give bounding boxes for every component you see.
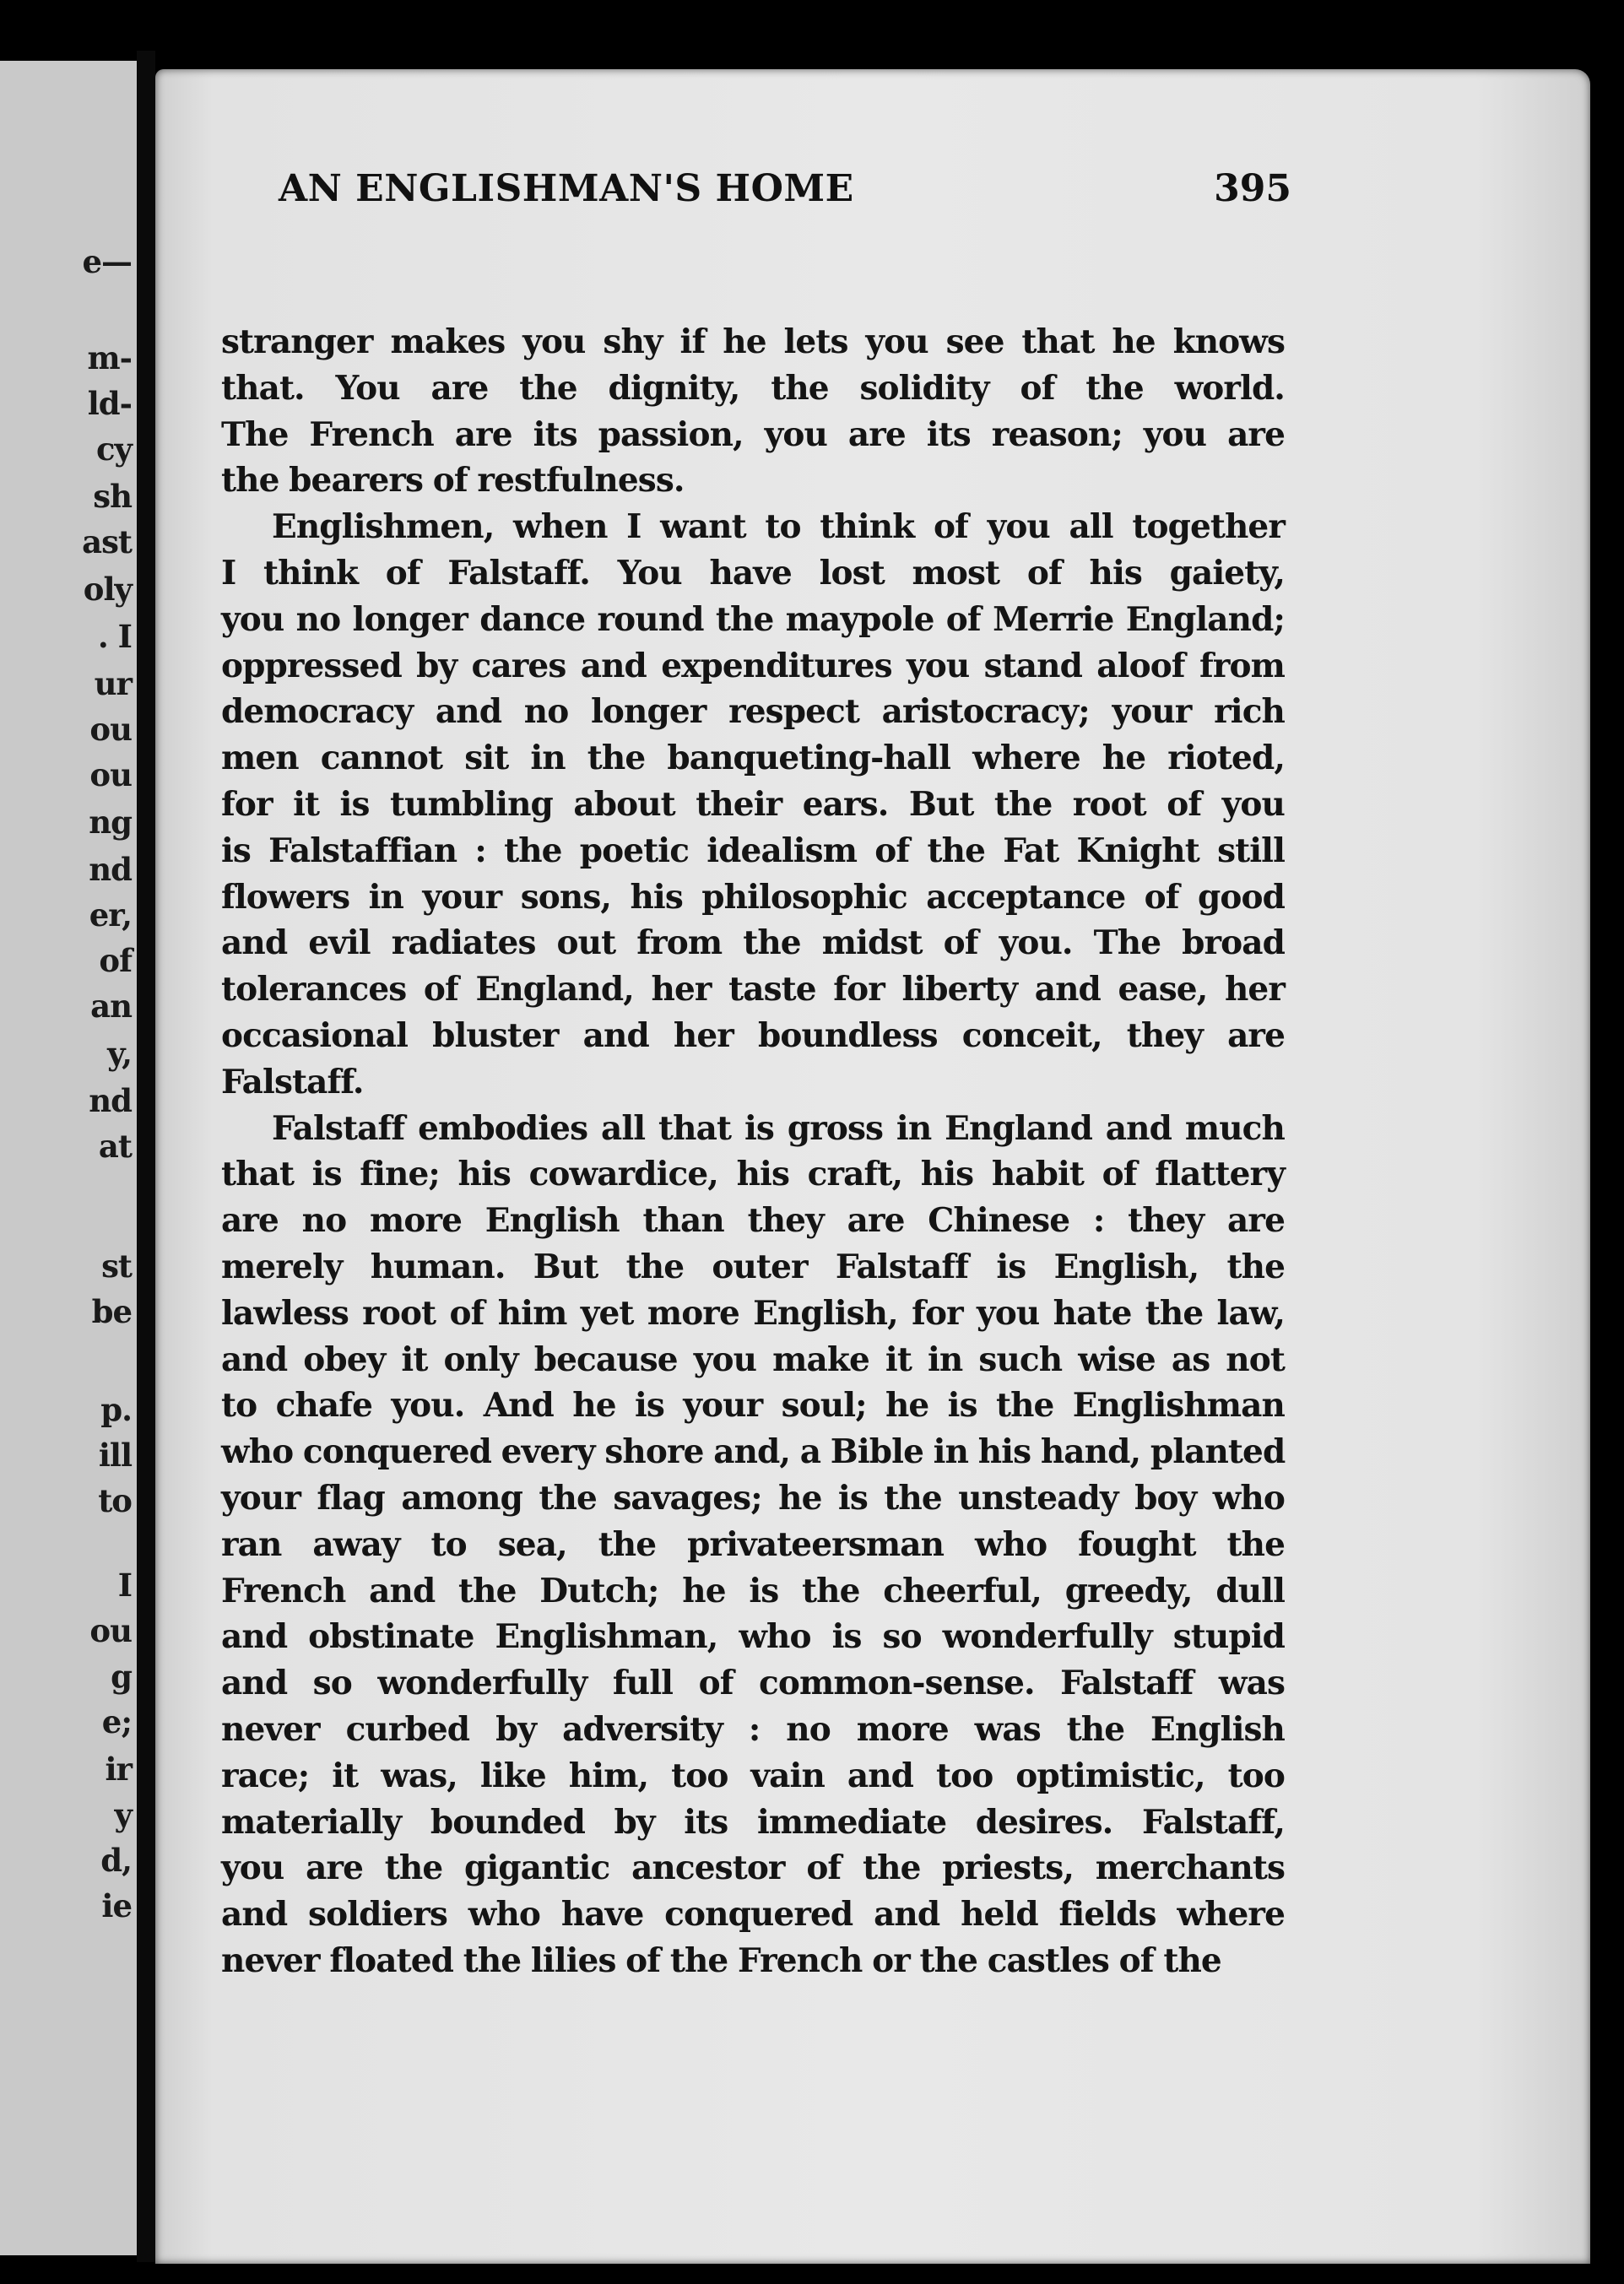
facing-page-fragment: d, (100, 1842, 132, 1879)
text-line: tolerances of England, her taste for liberty and ease, her (221, 970, 1285, 1009)
text-line: I think of Falstaff. You have lost most of his gaiety, (221, 553, 1285, 593)
facing-page-fragment: ir (105, 1751, 132, 1788)
facing-page-fragment: cy (95, 430, 132, 468)
text-line: stranger makes you shy if he lets you see that he knows (221, 322, 1285, 361)
text-line: lawless root of him yet more English, for you hate the law, (221, 1293, 1285, 1333)
text-line: and evil radiates out from the midst of you. The broad (221, 923, 1285, 963)
text-line: Falstaff. (221, 1062, 364, 1101)
text-line: and obey it only because you make it in such wise as not (221, 1340, 1285, 1379)
facing-page-fragment: of (99, 942, 132, 979)
paragraph (221, 319, 1285, 504)
page-number: 395 (1214, 167, 1291, 210)
text-line: who conquered every shore and, a Bible in his hand, planted (221, 1432, 1286, 1472)
facing-page-fragment: ou (89, 1612, 132, 1649)
facing-page-fragment: m- (87, 339, 132, 376)
text-line: flowers in your sons, his philosophic acceptance of good (221, 877, 1285, 917)
facing-page-fragment: I (117, 1567, 132, 1604)
text-line: your flag among the savages; he is the unsteady boy who (221, 1478, 1285, 1518)
text-line: is Falstaffian : the poetic idealism of the Fat Knight still (221, 831, 1285, 870)
text-line: ran away to sea, the privateersman who fought the (221, 1524, 1285, 1564)
paragraph (221, 504, 1285, 1105)
facing-page-fragment: be (91, 1293, 132, 1330)
facing-page-fragment: e; (101, 1703, 132, 1740)
text-line: and obstinate Englishman, who is so wonderfully stupid (221, 1617, 1285, 1657)
text-line: men cannot sit in the banqueting-hall where he rioted, (221, 739, 1285, 778)
facing-page-fragment: ou (89, 756, 132, 793)
text-line: and soldiers who have conquered and held fields where (221, 1895, 1285, 1935)
text-line: never curbed by adversity : no more was the English (221, 1709, 1285, 1749)
facing-page-fragment: nd (89, 851, 132, 888)
text-line: the bearers of restfulness. (221, 461, 685, 501)
facing-page-fragment: ur (94, 665, 132, 702)
facing-page-fragment: . I (97, 618, 132, 655)
text-line: materially bounded by its immediate desires. Falstaff, (221, 1802, 1285, 1842)
text-line: that. You are the dignity, the solidity of the world. (221, 368, 1285, 408)
facing-page-fragment: y, (107, 1035, 132, 1072)
facing-page-fragment: ie (101, 1887, 132, 1924)
facing-page-fragment: ill (98, 1437, 132, 1474)
facing-page-fragment: st (101, 1248, 132, 1285)
text-line: that is fine; his cowardice, his craft, his habit of flattery (221, 1155, 1285, 1194)
text-line: Englishmen, when I want to think of you all together (272, 507, 1285, 547)
facing-page-fragment: ast (82, 523, 132, 560)
facing-page-fragment: er, (89, 896, 132, 934)
facing-page-fragment: p. (100, 1391, 132, 1428)
facing-page-fragment: e— (82, 243, 132, 280)
text-line: Falstaff embodies all that is gross in England and much (272, 1108, 1285, 1148)
text-line: are no more English than they are Chinese : they are (221, 1201, 1285, 1241)
paragraph (221, 1106, 1285, 1984)
body-text (221, 319, 1285, 1984)
text-line: you no longer dance round the maypole of Merrie England; (221, 599, 1285, 639)
facing-page-fragment: an (90, 988, 132, 1025)
text-line: oppressed by cares and expenditures you stand aloof from (221, 646, 1285, 685)
facing-page-fragment: y (114, 1796, 132, 1833)
facing-page-fragment: ng (89, 804, 132, 841)
text-line: merely human. But the outer Falstaff is English, the (221, 1247, 1285, 1286)
text-line: for it is tumbling about their ears. But the root of you (221, 784, 1285, 824)
text-line: race; it was, like him, too vain and too optimistic, too (221, 1756, 1285, 1795)
text-line: you are the gigantic ancestor of the priests, merchants (221, 1848, 1285, 1888)
text-line: and so wonderfully full of common-sense. Falstaff was (221, 1664, 1285, 1703)
facing-page-fragment: oly (83, 571, 132, 608)
facing-page-fragment: g (111, 1658, 132, 1695)
running-header (160, 167, 1291, 218)
left-page-edge (0, 61, 137, 2255)
facing-page-fragment: ld- (87, 385, 132, 422)
running-title: AN ENGLISHMAN'S HOME (279, 167, 854, 210)
facing-page-fragment: sh (93, 478, 132, 515)
text-line: to chafe you. And he is your soul; he is the Englishman (221, 1386, 1285, 1426)
text-line: democracy and no longer respect aristocracy; your rich (221, 692, 1285, 732)
text-line: never floated the lilies of the French or the castles of the (221, 1940, 1221, 1980)
book-gutter (137, 51, 155, 2262)
text-line: The French are its passion, you are its reason; you are (221, 414, 1285, 454)
facing-page-fragment: at (98, 1128, 132, 1165)
text-line: French and the Dutch; he is the cheerful, greedy, dull (221, 1571, 1285, 1610)
facing-page-fragment: ou (89, 711, 132, 748)
text-line: occasional bluster and her boundless conceit, they are (221, 1015, 1285, 1055)
facing-page-fragment: to (98, 1482, 132, 1519)
facing-page-fragment: nd (89, 1082, 132, 1119)
